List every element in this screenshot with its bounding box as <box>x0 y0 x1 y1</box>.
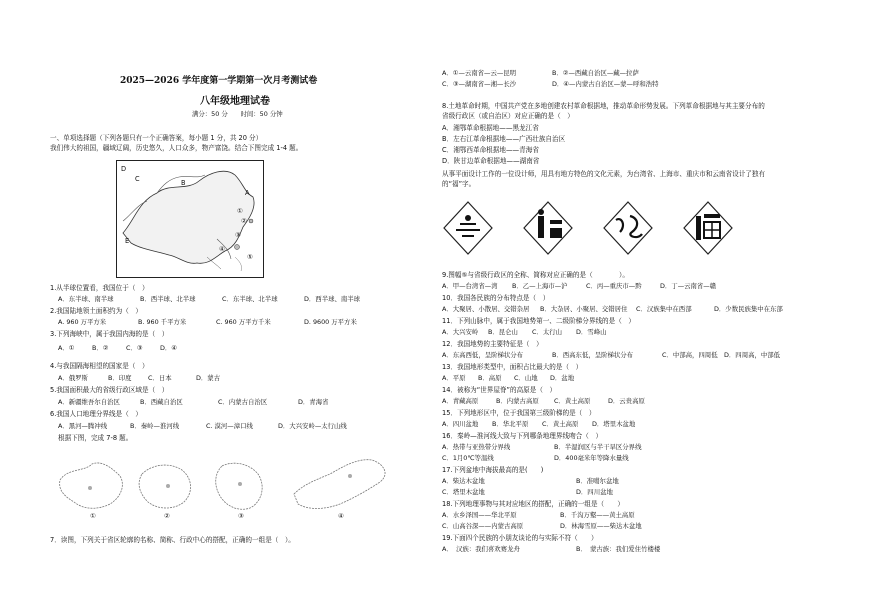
question-17-options-row2 <box>442 488 613 496</box>
q6-option-d[interactable]: D．大兴安岭—太行山线 <box>278 422 347 430</box>
fu-icons-row <box>442 200 827 258</box>
province-outlines-drawing <box>54 454 400 524</box>
question-2: 2.我国陆地领土面积约为（ ） <box>50 307 143 315</box>
question-13-options <box>442 374 574 382</box>
question-5: 5.我国面积最大的省级行政区域是（ ） <box>50 386 169 394</box>
q14-option-a[interactable]: A．青藏高原 <box>442 397 479 405</box>
map-label-d: D <box>121 165 127 173</box>
question-15-options <box>442 420 635 428</box>
map-label-e: E <box>125 237 130 245</box>
question-7: 7．读图，下列关于省区轮廓的名称、简称、行政中心的搭配，正确的一组是（ ）。 <box>50 536 295 544</box>
question-4-options <box>58 374 220 382</box>
intro-8-line2: 省级行政区（或自治区）对应正确的是（ ） <box>442 112 574 120</box>
question-7-options-row2 <box>442 80 659 88</box>
question-5-options <box>58 398 328 406</box>
q5-option-c[interactable]: C．内蒙古自治区 <box>218 398 268 406</box>
intro-9-line2: 的“福”字。 <box>442 180 476 188</box>
q3-option-c[interactable]: C．③ <box>126 344 143 352</box>
question-10: 10．我国各民族的分布特点是（ ） <box>442 294 550 302</box>
q16-option-b[interactable]: B．半湿润区与半干旱区分界线 <box>554 443 642 451</box>
fu-chongqing-icon <box>604 202 652 254</box>
map-label-b: B <box>181 179 186 187</box>
q12-option-a[interactable]: A．东高西低，呈阶梯状分布 <box>442 351 524 359</box>
q15-option-a[interactable]: A．四川盆地 <box>442 420 479 428</box>
q12-option-d[interactable]: D．四周高，中部低 <box>724 351 781 359</box>
intro-9-line1: 从事平面设计工作的一位设计师，用具有地方特色的文化元素，为台湾省、上海市、重庆市和云南省设计了独有 <box>442 170 766 178</box>
q13-option-c[interactable]: C．山地 <box>514 374 538 382</box>
q11-option-c[interactable]: C．太行山 <box>532 328 563 336</box>
province-label-3: ③ <box>238 512 244 520</box>
q9-option-b[interactable]: B．乙—上海市—沪 <box>512 282 568 290</box>
q15-option-b[interactable]: B．华北平原 <box>492 420 529 428</box>
question-15: 15．下列地形区中，位于我国第三级阶梯的是（ ） <box>442 409 596 417</box>
q2-option-d[interactable]: D. 9600 万平方米 <box>304 318 357 326</box>
q4-option-b[interactable]: B．印度 <box>108 374 132 382</box>
q12-option-c[interactable]: C．中部高，四周低 <box>662 351 718 359</box>
map-label-2: ② <box>241 217 247 225</box>
q9-option-c[interactable]: C．丙—重庆市—黔 <box>586 282 642 290</box>
q2-option-c[interactable]: C. 960 万平方千米 <box>216 318 271 326</box>
q7-option-c[interactable]: C．③—湖南省—湘—长沙 <box>442 80 517 88</box>
exam-title: 2025—2026 学年度第一学期第一次月考测试卷 <box>120 76 318 86</box>
q5-option-a[interactable]: A．新疆维吾尔自治区 <box>58 398 120 406</box>
q11-option-b[interactable]: B．昆仑山 <box>488 328 518 336</box>
q3-option-b[interactable]: B．② <box>92 344 109 352</box>
question-12: 12．我国地势的主要特征是（ ） <box>442 340 543 348</box>
q18-option-a[interactable]: A．水乡泽国——华北平原 <box>442 511 517 519</box>
q11-option-d[interactable]: D．雪峰山 <box>576 328 607 336</box>
intro-text: 我们伟大的祖国，疆域辽阔，历史悠久，人口众多，物产富饶。结合下图完成 1-4 题。 <box>50 144 303 152</box>
q19-option-b[interactable]: B． 蒙古族：我们爱住竹楼楼 <box>576 545 661 553</box>
q18-option-d[interactable]: D．林海雪原——柴达木盆地 <box>560 522 642 530</box>
q3-option-d[interactable]: D．④ <box>160 344 178 352</box>
q8-option-c[interactable]: C．湘鄂西革命根据地——青海省 <box>442 146 539 154</box>
intro-7-8: 根据下图，完成 7-8 题。 <box>58 434 133 442</box>
q16-option-d[interactable]: D．400毫米年等降水量线 <box>554 454 629 462</box>
map-label-1: ① <box>237 207 243 215</box>
map-label-4: ④ <box>219 245 225 253</box>
question-4: 4.与我国隔海相望的国家是（ ） <box>50 362 149 370</box>
q3-option-a[interactable]: A．① <box>58 344 75 352</box>
map-label-5: ⑤ <box>247 253 253 261</box>
map-label-a: A <box>245 189 250 197</box>
q6-option-a[interactable]: A．黑河—腾冲线 <box>58 422 108 430</box>
question-2-options <box>58 318 357 326</box>
q8-option-a[interactable]: A．湘鄂革命根据地——黑龙江省 <box>442 124 539 132</box>
q4-option-a[interactable]: A．俄罗斯 <box>58 374 88 382</box>
q6-option-c[interactable]: C. 漠河—漳口线 <box>206 422 253 430</box>
q2-option-a[interactable]: A. 960 万平方米 <box>58 318 107 326</box>
question-11: 11．下列山脉中，属于我国地势第一、二级阶梯分界线的是（ ） <box>442 317 636 325</box>
q6-option-b[interactable]: B．秦岭—淮河线 <box>130 422 180 430</box>
q1-option-d[interactable]: D．西半球、南半球 <box>304 295 361 303</box>
q1-option-a[interactable]: A．东半球、南半球 <box>58 295 114 303</box>
q15-option-c[interactable]: C．黄土高原 <box>542 420 579 428</box>
q10-option-d[interactable]: D．少数民族集中在东部 <box>714 305 783 313</box>
q17-option-a[interactable]: A．柴达木盆地 <box>442 477 485 485</box>
question-18-options-row2 <box>442 522 642 530</box>
q17-option-c[interactable]: C．塔里木盆地 <box>442 488 485 496</box>
question-6-options <box>58 422 347 430</box>
question-19-options <box>442 545 660 553</box>
q14-option-c[interactable]: C．黄土高原 <box>554 397 591 405</box>
intro-8-line1: 8.土地革命时期，中国共产党在多地创建农村革命根据地，推动革命形势发展。下列革命根据地与其主要分布的 <box>442 102 765 110</box>
question-3-options <box>58 344 177 352</box>
q1-option-b[interactable]: B．西半球、北半球 <box>140 295 196 303</box>
map-label-c: C <box>135 175 140 183</box>
fu-shanghai-icon <box>524 202 572 254</box>
question-6: 6.我国人口地理分界线是（ ） <box>50 410 143 418</box>
q19-option-a[interactable]: A． 汉族：我们喜欢赛龙舟 <box>442 545 520 553</box>
q15-option-d[interactable]: D．塔里木盆地 <box>592 420 636 428</box>
fu-taiwan-icon <box>444 202 492 254</box>
q14-option-d[interactable]: D．云贵高原 <box>608 397 645 405</box>
q1-option-c[interactable]: C．东半球、北半球 <box>222 295 278 303</box>
question-13: 13．我国地形类型中，面积占比最大的是（ ） <box>442 363 583 371</box>
question-3: 3.下列海峡中，属于我国内海的是（ ） <box>50 330 169 338</box>
question-16-options-row1 <box>442 443 641 451</box>
q18-option-b[interactable]: B．千沟万壑——黄土高原 <box>560 511 635 519</box>
question-17-options-row1 <box>442 477 619 485</box>
question-9: 9.图幅⑤与省级行政区的全称、简称对应正确的是（ ）。 <box>442 271 629 279</box>
question-7-options-row1 <box>442 69 639 77</box>
q5-option-b[interactable]: B．西藏自治区 <box>140 398 183 406</box>
exam-subtitle: 八年级地理试卷 <box>200 96 270 107</box>
question-1-options <box>58 295 360 303</box>
q4-option-c[interactable]: C．日本 <box>148 374 172 382</box>
map-label-3: ③ <box>235 231 241 239</box>
fu-yunnan-icon <box>684 202 732 254</box>
q12-option-b[interactable]: B．西高东低，呈阶梯状分布 <box>552 351 634 359</box>
question-14: 14．被称为“世界屋脊”的高原是（ ） <box>442 386 557 394</box>
q13-option-a[interactable]: A．平原 <box>442 374 466 382</box>
province-label-1: ① <box>90 512 96 520</box>
q11-option-a[interactable]: A．大兴安岭 <box>442 328 479 336</box>
q9-option-a[interactable]: A．甲—台湾省—湾 <box>442 282 498 290</box>
question-18: 18.下列地理事物与其对应地区的搭配，正确的一组是（ ） <box>442 500 624 508</box>
question-17: 17.下列盆地中海拔最高的是( ) <box>442 466 544 474</box>
province-label-2: ② <box>164 512 170 520</box>
q13-option-d[interactable]: D．盆地 <box>550 374 575 382</box>
q17-option-d[interactable]: D．四川盆地 <box>576 488 613 496</box>
q16-option-a[interactable]: A．热带与亚热带分界线 <box>442 443 511 451</box>
q13-option-b[interactable]: B．高原 <box>478 374 502 382</box>
q8-option-b[interactable]: B．左右江革命根据地——广西壮族自治区 <box>442 135 566 143</box>
question-14-options <box>442 397 645 405</box>
q17-option-b[interactable]: B．准噶尔盆地 <box>576 477 619 485</box>
q10-option-b[interactable]: B．大杂居、小聚居、交错居住 <box>540 305 628 313</box>
question-19: 19.下面四个民族的小朋友谈论的与实际不符（ ） <box>442 534 598 542</box>
q14-option-b[interactable]: B．内蒙古高原 <box>496 397 539 405</box>
question-12-options <box>442 351 780 359</box>
question-10-options <box>442 305 783 313</box>
q7-option-b[interactable]: B．②—西藏自治区—藏—拉萨 <box>552 69 639 77</box>
q10-option-c[interactable]: C．汉族集中在西部 <box>636 305 692 313</box>
section-heading: 一、单项选择题（下列各题只有一个正确答案，每小题 1 分，共 20 分） <box>50 134 263 142</box>
province-label-4: ④ <box>338 512 344 520</box>
q4-option-d[interactable]: D．蒙古 <box>196 374 221 382</box>
q18-option-c[interactable]: C．山高谷深——内蒙古高原 <box>442 522 524 530</box>
q7-option-a[interactable]: A．①—云南省—云—昆明 <box>442 69 517 77</box>
province-outlines <box>54 454 400 524</box>
china-map <box>116 160 264 278</box>
q7-option-d[interactable]: D．④—内蒙古自治区—蒙—呼和浩特 <box>552 80 659 88</box>
question-9-options <box>442 282 716 290</box>
fu-icons <box>442 200 827 258</box>
question-16: 16．秦岭—淮河线大致与下列哪条地理界线吻合（ ） <box>442 432 603 440</box>
q9-option-d[interactable]: D．丁—云南省—赣 <box>660 282 717 290</box>
question-18-options-row1 <box>442 511 635 519</box>
q2-option-b[interactable]: B. 960 千平方米 <box>138 318 187 326</box>
q10-option-a[interactable]: A．大聚居、小散居、交错杂居 <box>442 305 530 313</box>
q5-option-d[interactable]: D．青海省 <box>298 398 329 406</box>
q8-option-d[interactable]: D．陕甘边革命根据地——湖南省 <box>442 157 540 165</box>
question-16-options-row2 <box>442 454 629 462</box>
question-11-options <box>442 328 606 336</box>
q16-option-c[interactable]: C．1月0℃等温线 <box>442 454 494 462</box>
exam-meta: 满分：50 分 时间：50 分钟 <box>192 110 283 118</box>
question-1: 1.从半球位置看，我国位于（ ） <box>50 284 149 292</box>
